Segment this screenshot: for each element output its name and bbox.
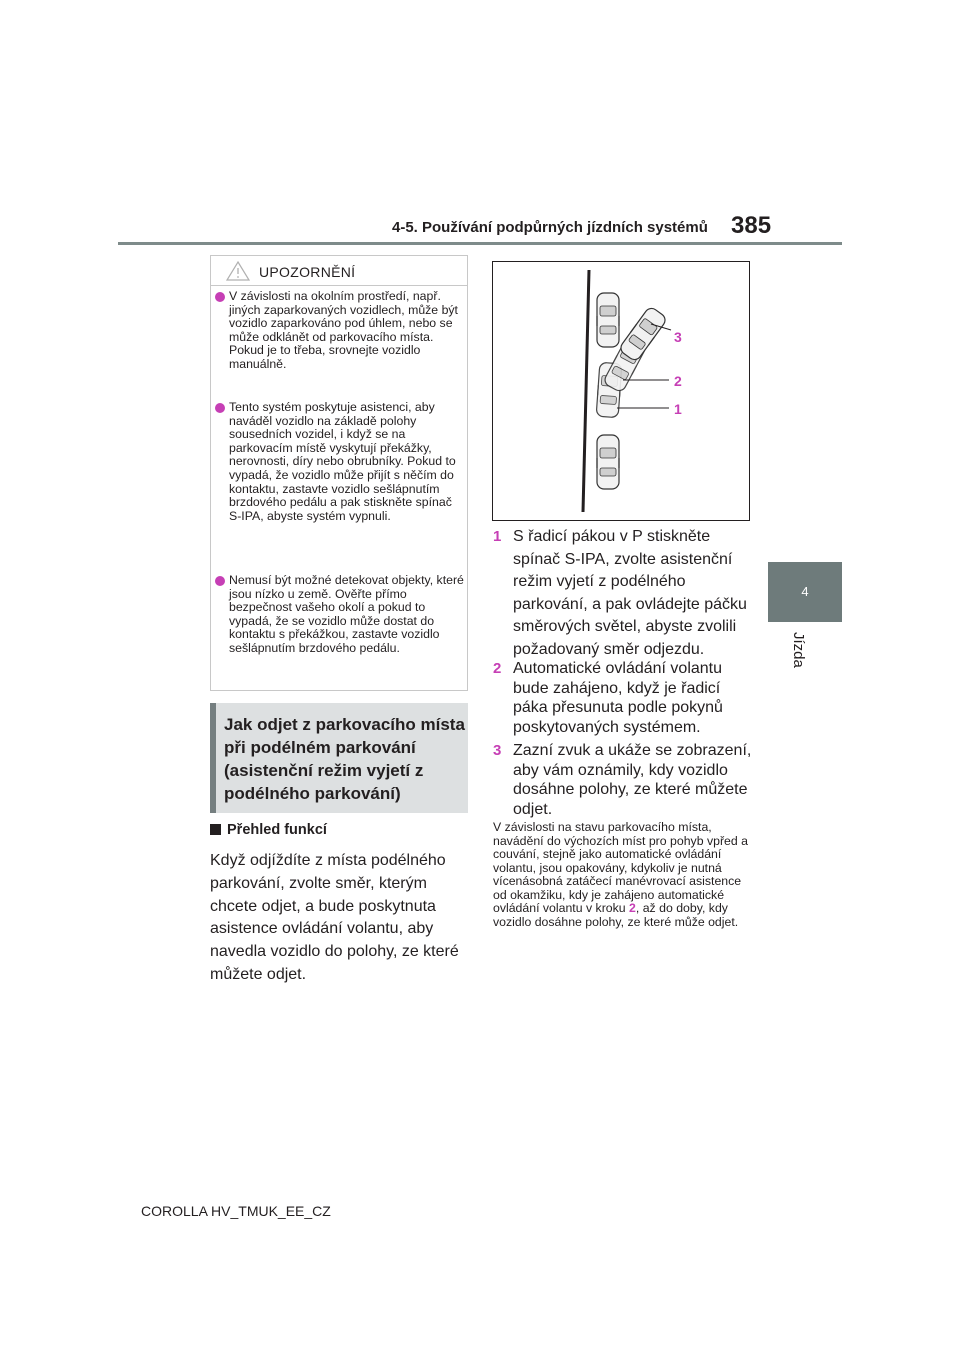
chapter-label: Jízda (790, 632, 807, 668)
step-text: Zazní zvuk a ukáže se zobrazení, aby vám oznámily, kdy vozidlo dosáhne polohy, ze které můžete odjet. (513, 742, 752, 818)
parking-illustration (493, 262, 749, 520)
warning-triangle-icon (225, 260, 251, 282)
page-number: 385 (731, 212, 772, 239)
step-item (493, 526, 755, 662)
bullet-icon (215, 403, 225, 413)
warning-item: Tento systém poskytuje asistenci, aby naváděl vozidlo na základě polohy sousedních vozidel, i když se na parkovacím místě vyskytují překážky, nerovnosti, díry nebo obrubníky. Pokud to vypadá, že vozidlo může přijít s něčím do kontaktu, zastavte vozidlo sešlápnutím brzdového pedálu a pak stiskněte spínač S-IPA, abyste systém vypnuli. (215, 401, 467, 523)
subheading: Přehled funkcí (210, 822, 327, 838)
parking-diagram (492, 261, 750, 521)
step-number: 3 (493, 742, 502, 759)
parked-car-rear (597, 435, 619, 489)
footer-code: COROLLA HV_TMUK_EE_CZ (141, 1203, 331, 1219)
section-heading: Jak odjet z parkovacího místa při podélném parkování (asistenční režim vyjetí z podélného parkování) (224, 715, 465, 803)
callout-1: 1 (674, 401, 682, 417)
step-number: 2 (493, 660, 502, 677)
warning-header (211, 256, 467, 286)
step-item (493, 741, 755, 819)
bullet-icon (215, 576, 225, 586)
header-divider (118, 242, 842, 245)
intro-paragraph: Když odjíždíte z místa podélného parkování, zvolte směr, kterým chcete odjet, a bude poskytnuta asistence ovládání volantu, aby navedla vozidlo do polohy, ze které můžete odjet. (210, 852, 459, 983)
warning-item: V závislosti na okolním prostředí, např. jiných zaparkovaných vozidlech, může být vozidlo zaparkováno pod úhlem, nebo se může odklánět od parkovacího místa. Pokud je to třeba, srovnejte vozidlo manuálně. (215, 290, 467, 372)
step-number: 1 (493, 528, 502, 545)
section-heading-box (210, 703, 468, 813)
curb-line (583, 270, 589, 512)
warning-box (210, 255, 468, 691)
step-item (493, 659, 755, 737)
warning-title: UPOZORNĚNÍ (259, 264, 356, 280)
section-title: 4-5. Používání podpůrných jízdních systémů (392, 219, 708, 236)
note-paragraph: V závislosti na stavu parkovacího místa, navádění do výchozích míst pro pohyb vpřed a couvání, stejně jako automatické ovládání volantu, jsou opakovány, kdykoliv je nutná vícenásobná zatáčecí manévrovací asistence od okamžiku, kdy je zahájeno automatické ovládání volantu v kroku 2, až do doby, kdy vozidlo dosáhne polohy, ze které může odjet. (493, 820, 748, 929)
callout-2: 2 (674, 373, 682, 389)
chapter-tab: 4 (768, 562, 842, 622)
parked-car-front (597, 293, 619, 347)
step-text: S řadicí pákou v P stiskněte spínač S-IPA, zvolte asistenční režim vyjetí z podélného parkování, a pak ovládejte páčku směrových světel, abyste zvolili požadovaný směr odjezdu. (513, 528, 747, 658)
square-bullet-icon (210, 824, 221, 835)
step-text: Automatické ovládání volantu bude zahájeno, když je řadicí páka přesunuta podle pokynů poskytovaných systémem. (513, 660, 723, 736)
callout-3: 3 (674, 329, 682, 345)
step-reference: 2 (629, 901, 636, 915)
bullet-icon (215, 292, 225, 302)
warning-item: Nemusí být možné detekovat objekty, které jsou nízko u země. Ověřte přímo bezpečnost vašeho okolí a pokud to vypadá, že se vozidlo může dostat do kontaktu s překážkou, zastavte vozidlo sešlápnutím brzdového pedálu. (215, 574, 467, 656)
